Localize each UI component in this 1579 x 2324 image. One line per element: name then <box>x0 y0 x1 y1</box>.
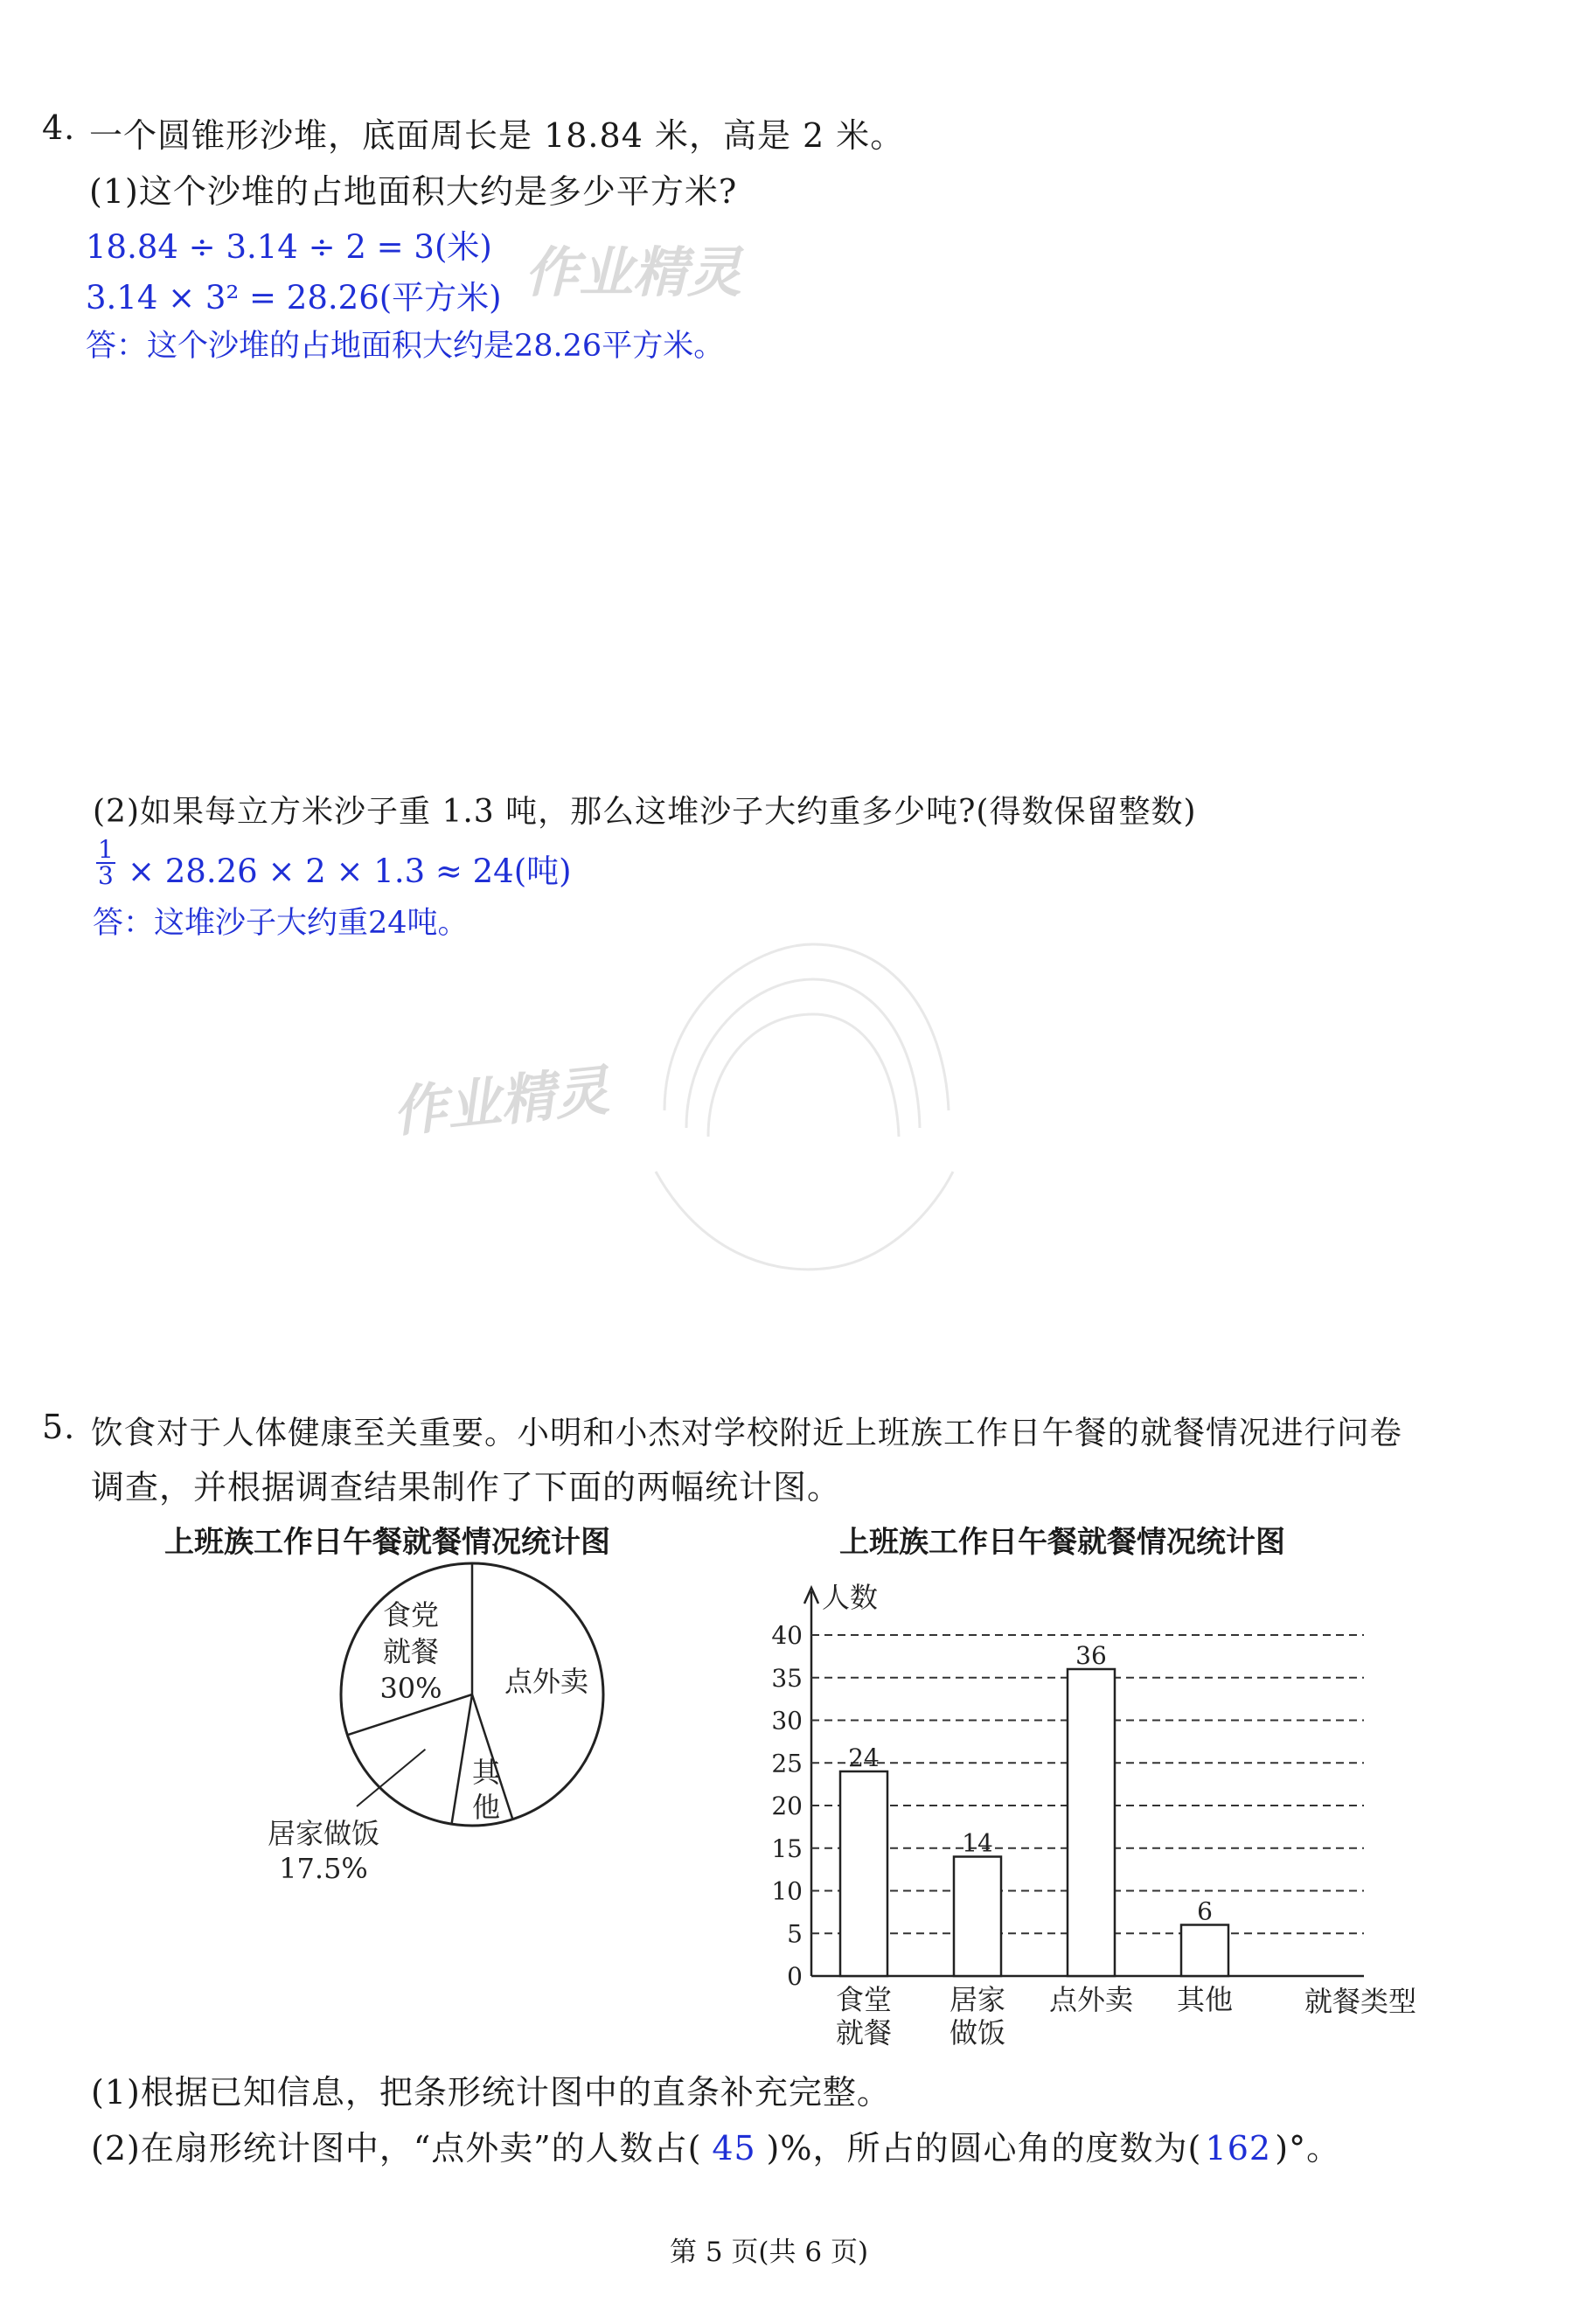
pie-label-takeout: 点外卖 <box>504 1665 589 1698</box>
y-tick-label: 0 <box>787 1962 803 1991</box>
x-category-label: 点外卖 <box>1048 1983 1134 2016</box>
q5-part2-text-b: )%，所占的圆心角的度数为( <box>766 2129 1202 2167</box>
bar-data-label: 14 <box>962 1828 993 1858</box>
q4-part1-answer-line2: 3.14 × 3² = 28.26(平方米) <box>86 279 502 317</box>
q4-part2-answer-expr: × 28.26 × 2 × 1.3 ≈ 24(吨) <box>128 852 572 890</box>
q4-part1-answer-line3: 答：这个沙堆的占地面积大约是28.26平方米。 <box>86 329 725 364</box>
bar-data-label: 36 <box>1075 1641 1107 1670</box>
x-category-label: 做饭 <box>949 2016 1006 2049</box>
watermark-2: 作业精灵 <box>389 1058 612 1145</box>
q5-part2 <box>91 2121 1340 2169</box>
fraction-denominator: 3 <box>98 861 114 890</box>
pie-label-other: 其 <box>471 1756 501 1789</box>
q4-number: 4. <box>42 108 76 147</box>
pie-label-canteen: 就餐 <box>382 1635 440 1668</box>
q5-number: 5. <box>42 1408 76 1446</box>
y-tick-label: 40 <box>771 1621 803 1650</box>
q4-part2-fraction <box>96 835 115 890</box>
y-tick-label: 30 <box>771 1706 803 1736</box>
watermark-1: 作业精灵 <box>525 240 742 304</box>
q4-stem: 一个圆锥形沙堆，底面周长是 18.84 米，高是 2 米。 <box>89 116 905 155</box>
pie-label-other: 他 <box>471 1791 501 1824</box>
y-tick-label: 35 <box>771 1663 803 1693</box>
q5-part2-blank-percent: 45 <box>712 2129 756 2167</box>
x-category-label: 食堂 <box>835 1983 893 2016</box>
pie-percent-canteen: 30% <box>379 1672 442 1705</box>
y-axis-label: 人数 <box>822 1581 879 1614</box>
faint-stamp-mark <box>603 909 970 1312</box>
pie-percent-home: 17.5% <box>279 1852 368 1885</box>
q4-part1-question: (1)这个沙堆的占地面积大约是多少平方米? <box>89 172 738 211</box>
q4-part1-answer-line1: 18.84 ÷ 3.14 ÷ 2 = 3(米) <box>86 228 492 266</box>
pie-chart <box>227 1556 647 1906</box>
q5-part2-text-c: )°。 <box>1275 2129 1341 2167</box>
bar-data-label: 6 <box>1197 1896 1213 1926</box>
x-category-label: 就餐 <box>835 2016 893 2049</box>
pie-label-home: 居家做饭 <box>267 1817 380 1850</box>
y-tick-label: 25 <box>771 1749 803 1778</box>
bar <box>1181 1925 1228 1977</box>
y-tick-label: 20 <box>771 1792 803 1820</box>
x-category-label: 其他 <box>1176 1983 1234 2016</box>
x-axis-label: 就餐类型 <box>1304 1985 1417 2018</box>
q5-part2-blank-degree: 162 <box>1205 2129 1272 2167</box>
pie-label-canteen: 食党 <box>382 1598 440 1632</box>
q5-part2-text-a: (2)在扇形统计图中，“点外卖”的人数占( <box>91 2129 702 2167</box>
y-tick-label: 15 <box>771 1833 803 1863</box>
y-tick-label: 5 <box>787 1919 803 1949</box>
bar <box>840 1771 887 1976</box>
fraction-numerator: 1 <box>98 835 114 864</box>
q4-part2-answer-text: 答：这堆沙子大约重24吨。 <box>93 906 469 941</box>
bar-data-label: 24 <box>848 1743 880 1772</box>
page-footer: 第 5 页(共 6 页) <box>670 2237 869 2268</box>
q5-part1: (1)根据已知信息，把条形统计图中的直条补充完整。 <box>91 2073 891 2112</box>
pie-slice-boundary <box>452 1694 472 1824</box>
bar-chart <box>752 1565 1451 2055</box>
pie-chart-title: 上班族工作日午餐就餐情况统计图 <box>164 1525 610 1560</box>
bar <box>954 1857 1001 1977</box>
bar <box>1068 1669 1115 1976</box>
q5-stem-line2: 调查，并根据调查结果制作了下面的两幅统计图。 <box>91 1468 842 1506</box>
q5-stem-line1: 饮食对于人体健康至关重要。小明和小杰对学校附近上班族工作日午餐的就餐情况进行问卷 <box>91 1414 1402 1451</box>
y-tick-label: 10 <box>771 1876 803 1906</box>
bar-chart-title: 上班族工作日午餐就餐情况统计图 <box>839 1525 1285 1560</box>
x-category-label: 居家 <box>949 1983 1006 2016</box>
q4-part2-question: (2)如果每立方米沙子重 1.3 吨，那么这堆沙子大约重多少吨?(得数保留整数) <box>93 794 1197 830</box>
